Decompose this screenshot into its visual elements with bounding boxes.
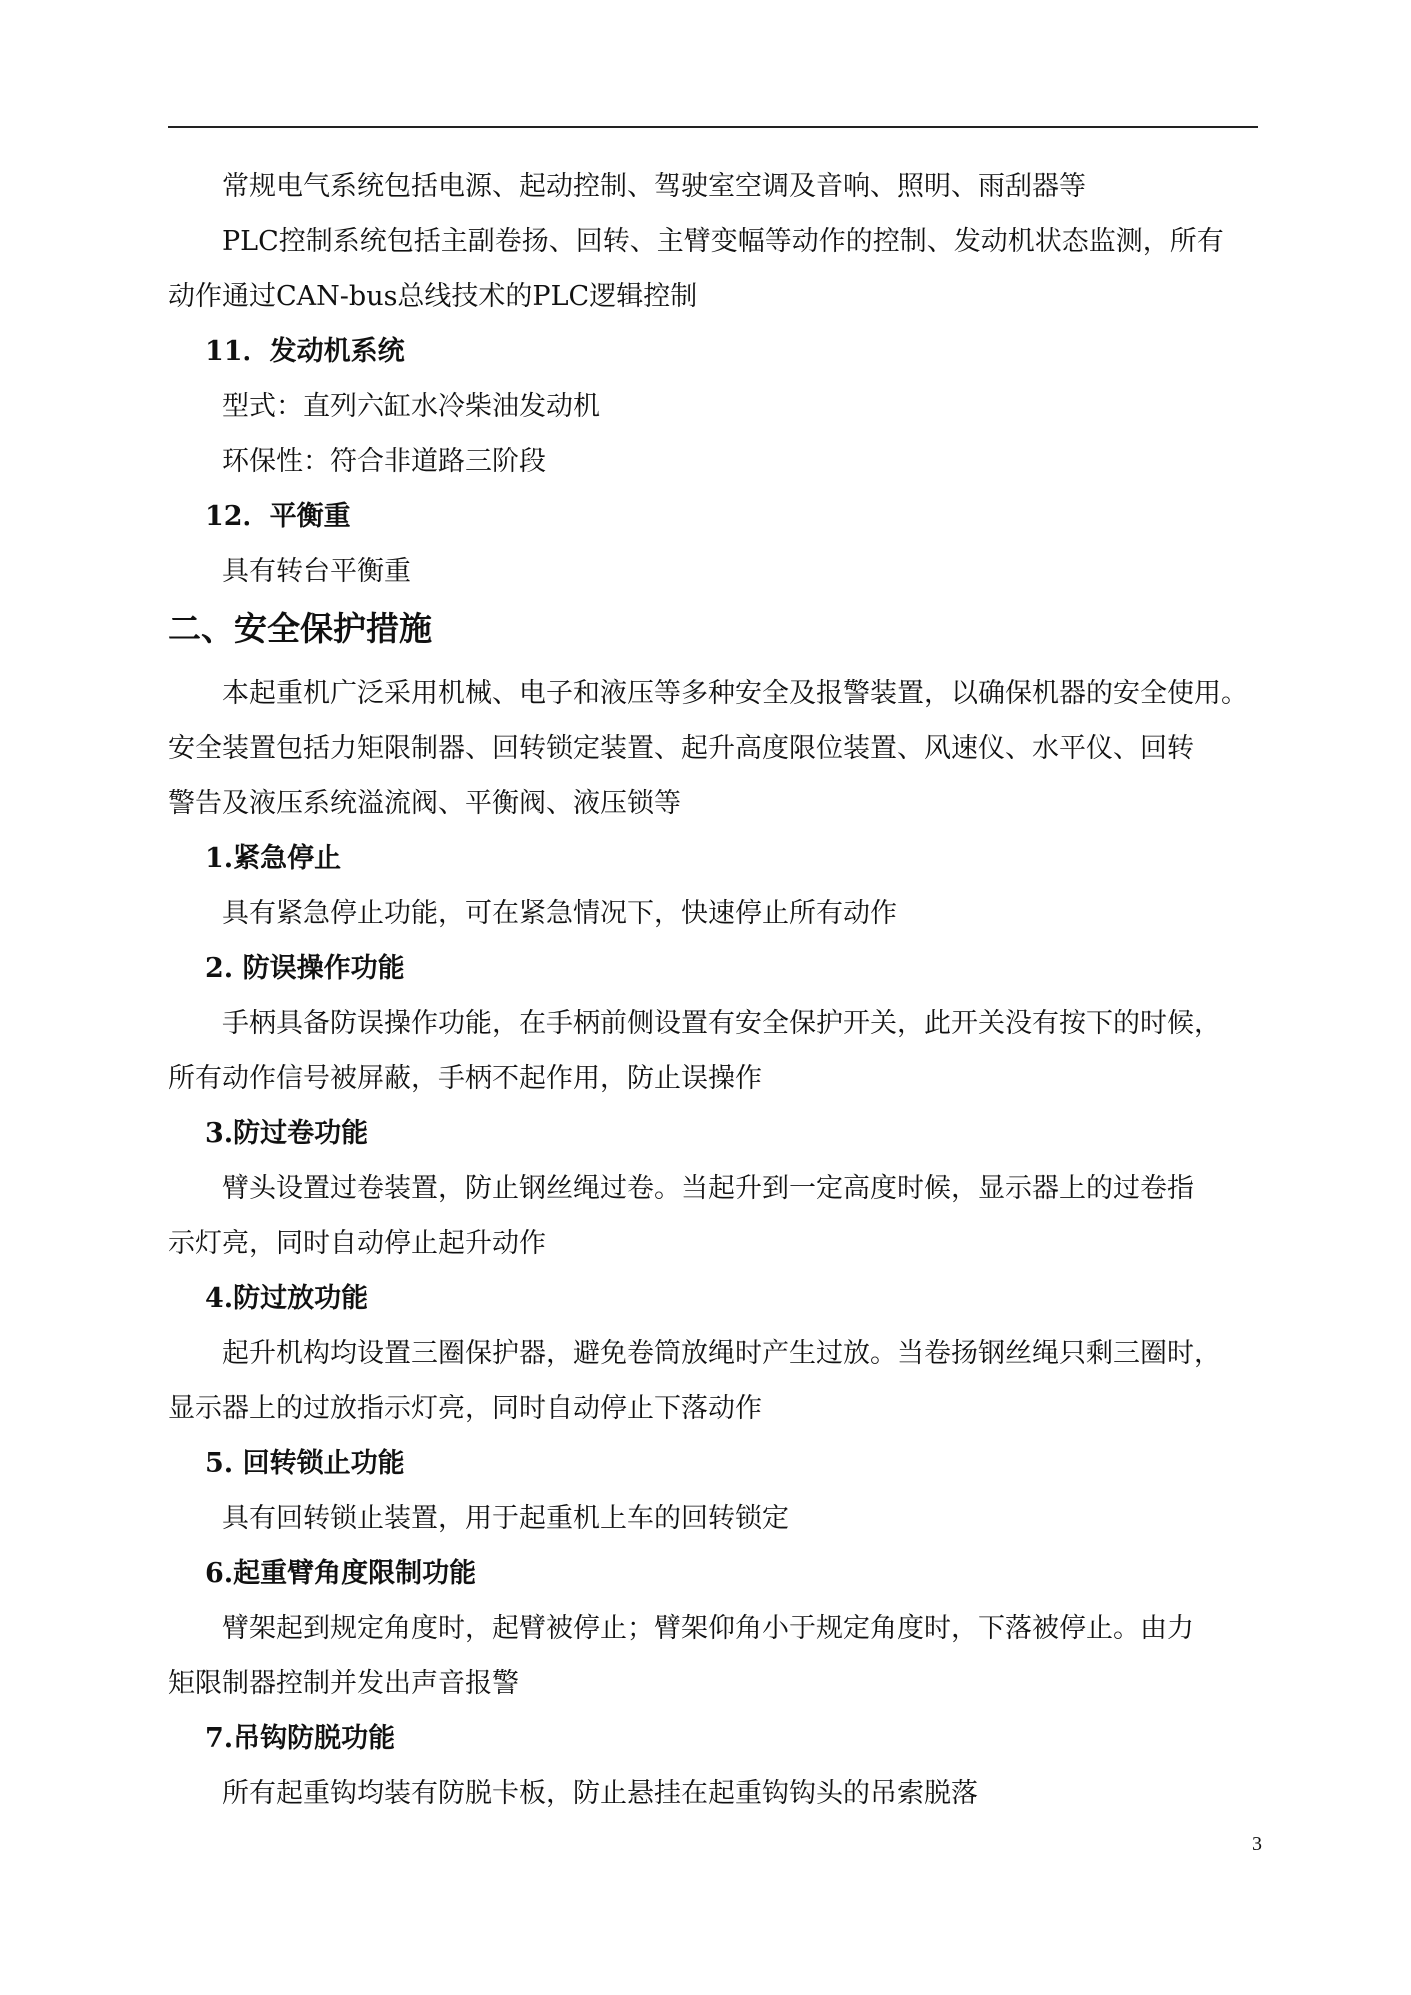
paragraph-line: 常规电气系统包括电源、起动控制、驾驶室空调及音响、照明、雨刮器等 [222,171,1086,202]
paragraph-line: 所有动作信号被屏蔽，手柄不起作用，防止误操作 [168,1063,762,1094]
paragraph-line: 动作通过CAN-bus总线技术的PLC逻辑控制 [168,281,698,312]
paragraph-line: PLC控制系统包括主副卷扬、回转、主臂变幅等动作的控制、发动机状态监测，所有 [222,226,1224,257]
paragraph-line: 具有回转锁止装置，用于起重机上车的回转锁定 [222,1503,789,1534]
subsection-heading: 5. 回转锁止功能 [205,1448,405,1479]
subsection-heading: 6.起重臂角度限制功能 [205,1558,477,1589]
subsection-heading: 11．发动机系统 [205,336,405,367]
subsection-heading: 1.紧急停止 [205,843,342,874]
paragraph-line: 手柄具备防误操作功能，在手柄前侧设置有安全保护开关，此开关没有按下的时候， [222,1008,1221,1039]
paragraph-line: 起升机构均设置三圈保护器，避免卷筒放绳时产生过放。当卷扬钢丝绳只剩三圈时， [222,1338,1221,1369]
subsection-heading: 3.防过卷功能 [205,1118,369,1149]
page-number: 3 [1252,1833,1262,1855]
paragraph-line: 臂架起到规定角度时，起臂被停止；臂架仰角小于规定角度时，下落被停止。由力 [222,1613,1194,1644]
paragraph-line: 所有起重钩均装有防脱卡板，防止悬挂在起重钩钩头的吊索脱落 [222,1778,978,1809]
subsection-heading: 2. 防误操作功能 [205,953,405,984]
paragraph-line: 显示器上的过放指示灯亮，同时自动停止下落动作 [168,1393,762,1424]
paragraph-line: 本起重机广泛采用机械、电子和液压等多种安全及报警装置，以确保机器的安全使用。 [222,678,1248,709]
paragraph-line: 示灯亮，同时自动停止起升动作 [168,1228,546,1259]
paragraph-line: 具有转台平衡重 [222,556,411,587]
paragraph-line: 臂头设置过卷装置，防止钢丝绳过卷。当起升到一定高度时候，显示器上的过卷指 [222,1173,1194,1204]
paragraph-line: 矩限制器控制并发出声音报警 [168,1668,519,1699]
subsection-heading: 4.防过放功能 [205,1283,369,1314]
subsection-heading: 12．平衡重 [205,501,351,532]
paragraph-line: 安全装置包括力矩限制器、回转锁定装置、起升高度限位装置、风速仪、水平仪、回转 [168,733,1194,764]
section-heading: 二、安全保护措施 [168,609,432,648]
paragraph-line: 环保性：符合非道路三阶段 [222,446,546,477]
subsection-heading: 7.吊钩防脱功能 [205,1723,396,1754]
paragraph-line: 具有紧急停止功能，可在紧急情况下，快速停止所有动作 [222,898,897,929]
paragraph-line: 型式：直列六缸水冷柴油发动机 [222,391,600,422]
paragraph-line: 警告及液压系统溢流阀、平衡阀、液压锁等 [168,788,681,819]
header-rule [168,126,1258,128]
